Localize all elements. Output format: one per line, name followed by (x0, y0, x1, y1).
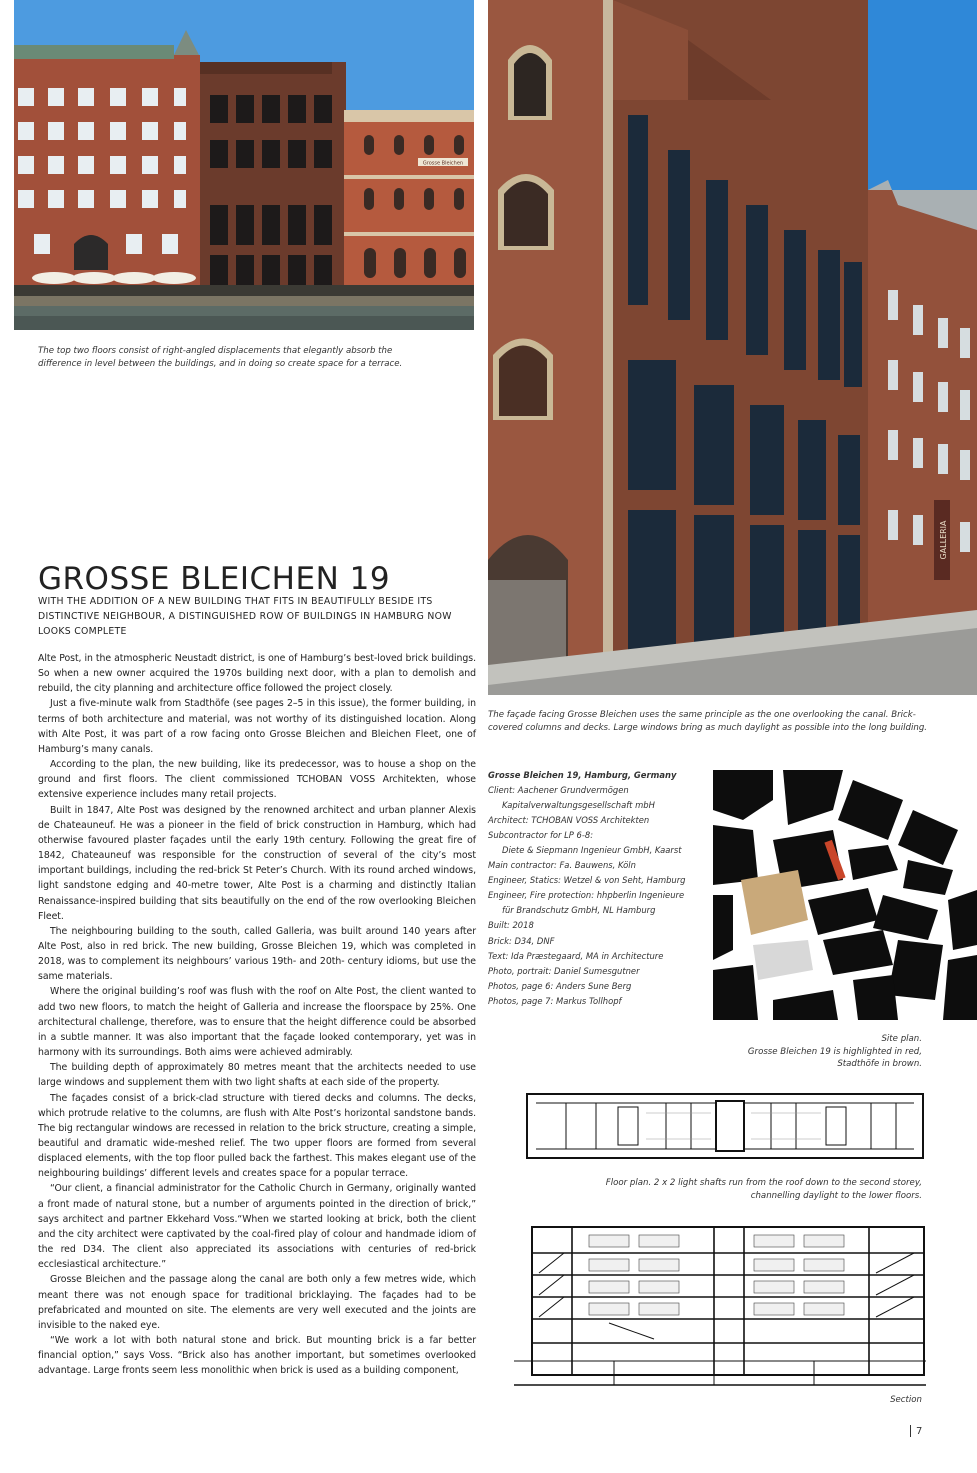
credit-line: Brick: D34, DNF (488, 935, 555, 946)
body-paragraph: “We work a lot with both natural stone and brick. But mounting brick is a far better financial option,” says Voss. “Brick also has another important, but sometimes overlooked advantage. Large fronts seem less monolithic when brick is used as a building component, (38, 1335, 476, 1377)
credit-line: Text: Ida Præstegaard, MA in Architecture (488, 950, 664, 961)
section-drawing (514, 1213, 926, 1389)
floor-plan-caption: Floor plan. 2 x 2 light shafts run from the roof down to the second storey, channelling daylight to the lower floors. (605, 1178, 922, 1201)
article-title: GROSSE BLEICHEN 19 (38, 560, 391, 597)
building-sign-text: Grosse Bleichen (422, 160, 464, 167)
floor-plan-drawing (526, 1093, 924, 1159)
body-paragraph: The neighbouring building to the south, called Galleria, was built around 140 years after Alte Post, also in red brick. The new building, Grosse Bleichen 19, which was completed in 2018, was to complement its neighbours’ various 19th- and 20th- century idioms, but use the same materials. (38, 925, 476, 983)
credit-line: Diete & Siepmann Ingenieur GmbH, Kaarst (502, 845, 682, 856)
credits-heading: Grosse Bleichen 19, Hamburg, Germany (488, 770, 677, 780)
body-paragraph: Alte Post, in the atmospheric Neustadt district, is one of Hamburg’s best-loved brick buildings. So when a new owner acquired the 1970s building next door, with a plan to demolish and rebuild, the city planning and architecture office followed the project closely. (38, 653, 476, 695)
street-facade-photo (488, 0, 977, 695)
credit-line: Main contractor: Fa. Bauwens, Köln (488, 860, 636, 871)
photo-caption-top-left: The top two floors consist of right-angled displacements that elegantly absorb the difference in level between the buildings, and in doing so create space for a terrace. (38, 346, 403, 369)
credit-line: Photos, page 7: Markus Tollhopf (488, 995, 622, 1006)
photo-caption-top-right: The façade facing Grosse Bleichen uses the same principle as the one overlooking the canal. Brick-covered columns and decks. Large windows bring as much daylight as possible into the long building. (488, 710, 928, 733)
body-paragraph: Just a five-minute walk from Stadthöfe (see pages 2–5 in this issue), the former building, in terms of both architecture and material, was not worthy of its distinguished location. Along with Alte Post, it was part of a row facing onto Grosse Bleichen and Bleichen Fleet, one of Hamburg’s many canals. (38, 698, 476, 755)
credit-line: für Brandschutz GmbH, NL Hamburg (502, 905, 656, 916)
body-paragraph: Where the original building’s roof was flush with the roof on Alte Post, the client wanted to add two new floors, to match the height of Galleria and increase the floorspace by 25%. One architectural challenge, therefore, was to ensure that the height difference could be absorbed in a subtle manner. It was also important that the façade looked contemporary, yet was in harmony with its surroundings. Both aims were achieved admirably. (38, 986, 476, 1059)
page-number: 7 (910, 1425, 922, 1437)
site-plan-caption: Site plan. Grosse Bleichen 19 is highlighted in red, Stadthöfe in brown. (747, 1034, 922, 1069)
body-paragraph: Built in 1847, Alte Post was designed by the renowned architect and urban planner Alexis de Chateauneuf. He was a pioneer in the field of brick construction in Hamburg, which had otherwise favoured plaster façades until the early 19th century. Following the great fire of 1842, Chateauneuf was responsible for the construction of several of the city’s most important buildings, including the red-brick St Peter’s Church. With its round arched windows, light sandstone edging and 40-metre tower, Alte Post is a charming and distinctly Italian Renaissance-inspired building that sits beautifully on the end of the row overlooking Bleichen Fleet. (38, 804, 476, 922)
credit-line: Photo, portrait: Daniel Sumesgutner (488, 965, 640, 976)
body-paragraph: According to the plan, the new building, like its predecessor, was to house a shop on the ground and first floors. The client commissioned TCHOBAN VOSS Architekten, whose extensive experience includes many retail projects. (38, 759, 476, 801)
body-paragraph: The façades consist of a brick-clad structure with tiered decks and columns. The decks, which protrude relative to the columns, are flush with Alte Post’s horizontal sandstone bands. The big rectangular windows are recessed in relation to the brick structure, creating a simple, beautiful and dramatic wide-meshed relief. The two upper floors are formed from several displaced elements, with the top floor pulled back the farthest. This makes elegant use of the neighbouring buildings’ different levels and creates space for a popular terrace. (38, 1092, 476, 1180)
body-paragraph: Grosse Bleichen and the passage along the canal are both only a few metres wide, which meant there was not enough space for traditional bricklaying. The façades had to be prefabricated and mounted on site. The elements are very well executed and the joints are invisible to the naked eye. (38, 1274, 476, 1331)
galleria-sign-text: GALLERIA (939, 520, 948, 560)
article-lead: WITH THE ADDITION OF A NEW BUILDING THAT FITS IN BEAUTIFULLY BESIDE ITS DISTINCTIVE NEIGHBOUR, A DISTINGUISHED ROW OF BUILDINGS IN HAMBURG NOW LOOKS COMPLETE (38, 596, 452, 637)
credit-line: Kapitalverwaltungsgesellschaft mbH (502, 800, 655, 811)
credit-line: Photos, page 6: Anders Sune Berg (488, 980, 632, 991)
project-credits (488, 768, 703, 1009)
body-paragraph: The building depth of approximately 80 metres meant that the architects needed to use large windows and supplement them with two light shafts at each side of the property. (38, 1062, 476, 1089)
body-paragraph: “Our client, a financial administrator for the Catholic Church in Germany, originally wanted a front made of natural stone, but a number of arguments pointed in the direction of brick,” says architect and partner Ekkehard Voss.“When we started looking at brick, both the client and the city architect were captivated by the coal-fired play of colour and handmade idiom of the red D34. The client also appreciated its associations with centuries of red-brick ecclesiastical architecture.” (38, 1183, 476, 1271)
credit-line: Subcontractor for LP 6-8: (488, 830, 594, 841)
credit-line: Built: 2018 (488, 920, 534, 931)
site-plan (713, 770, 977, 1020)
credit-line: Engineer, Statics: Wetzel & von Seht, Hamburg (488, 875, 686, 886)
section-caption: Section (890, 1395, 922, 1405)
credit-line: Engineer, Fire protection: hhpberlin Ingenieure (488, 890, 685, 901)
credit-line: Architect: TCHOBAN VOSS Architekten (488, 815, 650, 826)
canal-facade-photo (14, 0, 474, 330)
credit-line: Client: Aachener Grundvermögen (488, 785, 629, 796)
article-body (38, 651, 476, 1379)
page-number-divider (910, 1425, 911, 1437)
